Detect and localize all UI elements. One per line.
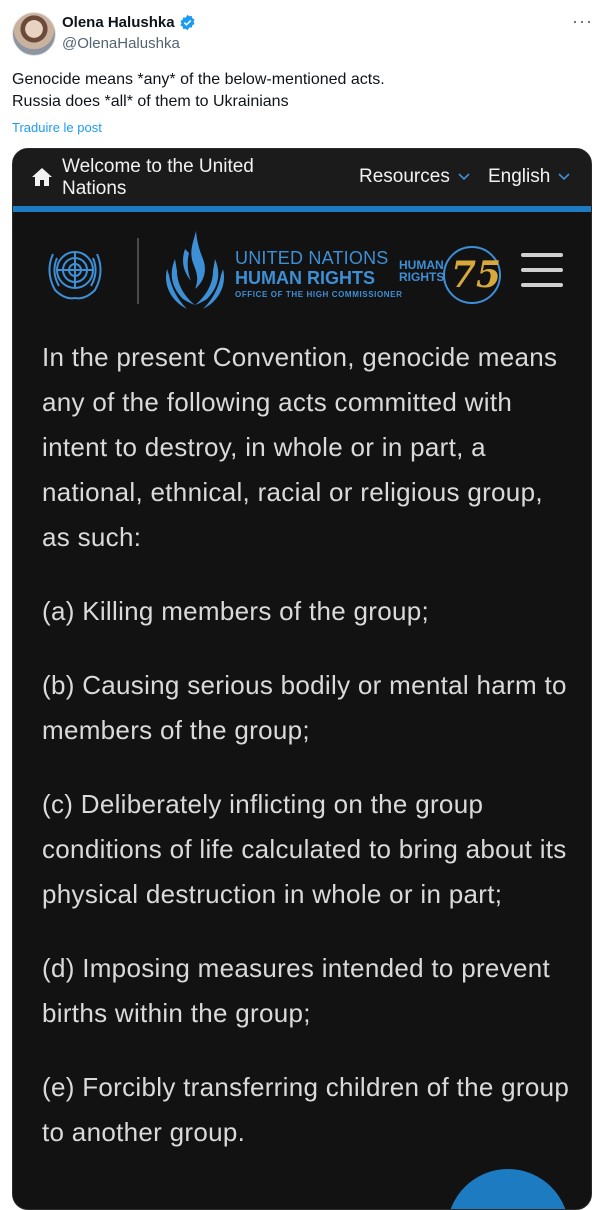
avatar[interactable] [12,12,56,56]
hamburger-menu-icon [521,253,563,289]
logo-divider [137,238,139,304]
logo-row [13,212,591,327]
chevron-down-icon [458,173,470,181]
wordmark-line1: UNITED NATIONS [235,248,389,268]
paragraph-intro: In the present Convention, genocide means any of the following acts committed with intent to destroy, in whole or in part, a national, ethnical, racial or religious group, as such: [42,342,558,552]
welcome-link: Welcome to the United Nations [62,156,254,199]
paragraph-c: (c) Deliberately inflicting on the group conditions of life calculated to bring about its physical destruction in whole or in part; [42,789,567,909]
more-options-icon[interactable]: ··· [572,11,593,31]
badge-line1: HUMAN [399,258,444,272]
translate-link[interactable]: Traduire le post [12,120,102,135]
language-menu [488,166,570,188]
wordmark-line2: HUMAN RIGHTS [235,268,375,288]
unhr-wordmark [235,248,403,302]
home-icon [31,167,53,187]
badge-line2: RIGHTS [399,270,445,284]
resources-label: Resources [359,166,450,187]
wordmark-line3: OFFICE OF THE HIGH COMMISSIONER [235,290,403,299]
unhr-flame-logo-icon [163,229,227,313]
paragraph-d: (d) Imposing measures intended to prevent births within the group; [42,953,551,1028]
badge-text [399,259,444,283]
un-emblem-icon [41,240,109,304]
author-row [62,14,196,31]
paragraph-b: (b) Causing serious bodily or mental harm to members of the group; [42,670,567,745]
convention-text [42,335,572,1184]
chevron-down-icon [558,173,570,181]
human-rights-75-badge [399,246,503,306]
badge-number: 75 [451,254,502,296]
attached-image[interactable] [12,148,592,1210]
verified-badge-icon [179,14,196,31]
language-label: English [488,166,551,187]
resources-menu [359,166,470,188]
author-handle[interactable]: @OlenaHalushka [62,35,180,52]
un-top-bar [13,149,591,206]
author-name[interactable]: Olena Halushka [62,14,175,31]
paragraph-a: (a) Killing members of the group; [42,596,430,626]
tweet-text: Genocide means *any* of the below-mentioned acts. Russia does *all* of them to Ukrainians [12,71,385,110]
tweet-header [12,10,597,58]
paragraph-e: (e) Forcibly transferring children of the group to another group. [42,1072,570,1147]
